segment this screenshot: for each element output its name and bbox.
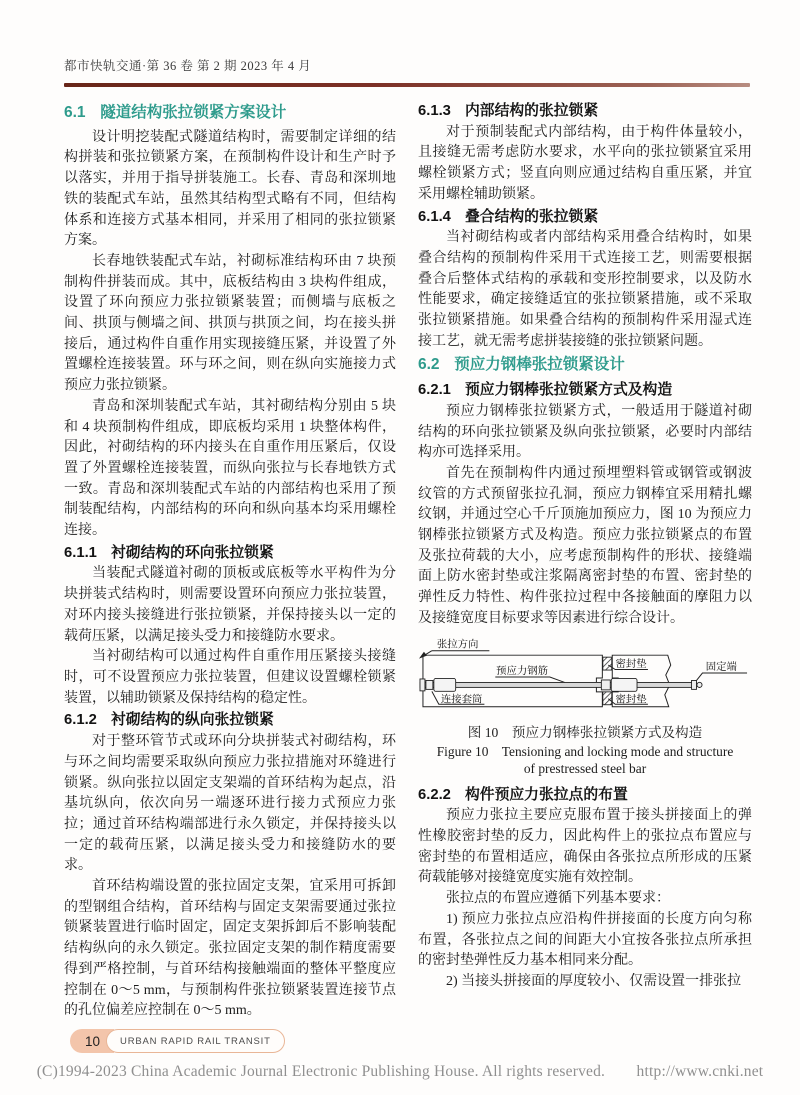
section-number: 6.1.2 <box>64 712 97 729</box>
fixed-end-plate <box>692 680 697 689</box>
paragraph: 预应力钢棒张拉锁紧方式，一般适用于隧道衬砌结构的环向张拉锁紧及纵向张拉锁紧，必要时内部结构亦可选择采用。 <box>418 403 752 461</box>
paragraph: 预应力张拉主要应克服布置于接头拼接面上的弹性橡胶密封垫的反力，因此构件上的张拉点布置应与密封垫的布置相适应，确保由各张拉点所形成的压紧荷载能够对接缝宽度实施有效控制。 <box>418 808 752 886</box>
figure-10 <box>418 638 752 778</box>
figure-label-prestressed-bar: 预应力钢筋 <box>496 665 549 677</box>
section-heading-6-1-2 <box>64 710 396 731</box>
paragraph: 当衬砌结构可以通过构件自重作用压紧接头接缝时，可不设置预应力张拉装置，但建议设置螺栓锁紧装置，以辅助锁紧及保持结构的稳定性。 <box>64 649 396 706</box>
journal-name-en: URBAN RAPID RAIL TRANSIT <box>106 1029 285 1053</box>
section-number: 6.1.3 <box>418 103 451 119</box>
section-heading-6-1-3 <box>418 101 752 122</box>
fixed-end-leader <box>696 673 747 680</box>
figure-label-tension-direction: 张拉方向 <box>436 639 479 651</box>
joint-nut <box>601 680 610 690</box>
paragraph: 长春地铁装配式车站，衬砌标准结构环由 7 块预制构件拼装而成。其中，底板结构由 3 块构件组成，设置了环向预应力张拉锁紧装置；而侧墙与底板之间、拱顶与侧墙之间、拱顶与拱顶之间，均在接头拼接后，通过构件自重作用实现接缝压紧，并设置了外置螺栓连接装置。环与环之间，则在纵向实施接力式预应力张拉锁紧。 <box>64 253 396 394</box>
figure-caption-zh: 图 10 预应力钢棒张拉锁紧方式及构造 <box>467 724 703 740</box>
paragraph: 对于整环管节式或环向分块拼装式衬砌结构，环与环之间均需要采取纵向预应力张拉措施对环缝进行锁紧。纵向张拉以固定支架端的首环结构为起点，沿基坑纵向，依次向另一端逐环进行接力式预应力张拉；通过首环结构端部进行永久锁定，并保持接头以一定的载荷压紧，以满足接头受力和接缝防水的要求。 <box>64 734 396 874</box>
section-heading-6-1 <box>64 103 396 124</box>
paragraph: 当衬砌结构或者内部结构采用叠合结构时，如果叠合结构的预制构件采用干式连接工艺，则需要根据叠合后整体式结构的承载和变形控制要求，以及防水性能要求，确定接缝适宜的张拉锁紧措施，或不采取张拉锁紧措施。如果叠合结构的预制构件采用湿式连接工艺，就无需考虑拼装接缝的张拉锁紧问题。 <box>418 230 752 349</box>
section-number: 6.1.4 <box>418 208 451 225</box>
section-heading-6-2-2 <box>418 785 752 806</box>
left-anchor-nut <box>426 680 433 689</box>
joint-sleeve <box>611 678 637 691</box>
right-column <box>418 100 752 1040</box>
two-column-body <box>64 100 752 1040</box>
paragraph: 当装配式隧道衬砌的顶板或底板等水平构件为分块拼装式结构时，则需要设置环向预应力张拉装置，对环内接头接缝进行张拉锁紧，并保持接头以一定的载荷压紧，以满足接头受力和接缝防水要求。 <box>64 566 396 644</box>
paragraph: 对于预制装配式内部结构，由于构件体量较小，且接缝无需考虑防水要求，水平向的张拉锁紧宜采用螺栓锁紧方式；竖直向则应通过结构自重压紧，并宜采用螺栓辅助锁紧。 <box>418 124 752 202</box>
section-title: 构件预应力张拉点的布置 <box>464 786 628 803</box>
figure-label-connecting-sleeve: 连接套筒 <box>440 693 483 705</box>
paragraph: 首环结构端设置的张拉固定支架，宜采用可拆卸的型钢组合结构，首环结构与固定支架需要通过张拉锁紧装置进行临时固定，固定支架拆卸后不影响装配结构纵向的永久锁定。张拉固定支架的制作精度需要得到严格控制，与首环结构接触端面的整体平整度应控制在 0～5 mm，与预制构件张拉锁紧装置连接节点的孔位偏差应控制在 0～5 mm。 <box>64 879 396 1019</box>
header-rule <box>64 83 750 87</box>
section-title: 衬砌结构的纵向张拉锁紧 <box>110 712 274 729</box>
figure-label-fixed-end: 固定端 <box>705 661 737 673</box>
page-number: 10 <box>70 1029 114 1053</box>
section-number: 6.1 <box>64 104 86 121</box>
section-title: 预应力钢棒张拉锁紧设计 <box>454 356 625 374</box>
left-column <box>64 100 396 1040</box>
left-anchor-plate <box>420 679 425 691</box>
journal-issue-info: 都市快轨交通·第 36 卷 第 2 期 2023 年 4 月 <box>64 59 312 73</box>
section-title: 衬砌结构的环向张拉锁紧 <box>110 544 274 561</box>
section-number: 6.1.1 <box>64 544 97 561</box>
paragraph: 2) 当接头拼接面的厚度较小、仅需设置一排张拉 <box>446 973 742 989</box>
page-footer <box>0 1029 800 1081</box>
section-number: 6.2.1 <box>418 382 451 399</box>
section-heading-6-1-4 <box>418 207 752 228</box>
section-heading-6-2 <box>418 355 752 376</box>
paragraph: 青岛和深圳装配式车站，其衬砌结构分别由 5 块和 4 块预制构件组成，即底板均采用 1 块整体构件，因此，衬砌结构的环内接头在自重作用压紧后，仅设置了外置螺栓连接装置，而纵向张拉与长春地铁方式一致。青岛和深圳装配式车站的内部结构也采用了预制装配结构，内部结构的环向和纵向基本均采用螺栓连接。 <box>64 398 396 539</box>
paragraph: 设计明挖装配式隧道结构时，需要制定详细的结构拼装和张拉锁紧方案，在预制构件设计和生产时予以落实，并用于指导拼装施工。长春、青岛和深圳地铁的装配式车站，虽然其结构型式略有不同，但结构体系和连接方式基本相同，并采用了相同的张拉锁紧方案。 <box>64 129 396 249</box>
section-title: 内部结构的张拉锁紧 <box>464 103 599 119</box>
section-title: 预应力钢棒张拉锁紧方式及构造 <box>464 382 673 399</box>
section-title: 隧道结构张拉锁紧方案设计 <box>100 104 287 121</box>
prestressed-bar-leader <box>495 677 564 682</box>
connecting-sleeve <box>434 678 456 691</box>
figure-10-diagram <box>418 638 752 714</box>
section-number: 6.2.2 <box>418 786 451 803</box>
section-title: 叠合结构的张拉锁紧 <box>464 208 599 225</box>
section-heading-6-2-1 <box>418 380 752 401</box>
steel-bar <box>420 682 697 687</box>
paragraph: 张拉点的布置应遵循下列基本要求： <box>446 891 670 907</box>
figure-caption-en-line1: Figure 10 Tensioning and locking mode and structure <box>436 743 734 759</box>
figure-label-gasket-bottom: 密封垫 <box>615 693 647 705</box>
section-heading-6-1-1 <box>64 543 396 564</box>
page-header <box>0 0 800 87</box>
sealing-gasket-top <box>603 657 612 670</box>
section-number: 6.2 <box>418 356 440 374</box>
fixed-end-nut <box>697 682 702 687</box>
figure-10-caption <box>418 721 752 778</box>
figure-caption-en-line2: of prestressed steel bar <box>523 761 647 777</box>
paragraph: 首先在预制构件内通过预埋塑料管或钢管或钢波纹管的方式预留张拉孔洞，预应力钢棒宜采用精扎螺纹钢，并通过空心千斤顶施加预应力，图 10 为预应力钢棒张拉锁紧方式及构造。预应力张拉锁紧点的布置及张拉荷载的大小，应考虑预制构件的形状、接缝端面上防水密封垫或注浆隔离密封垫的布置、密封垫的弹性反力特性、构件张拉过程中各接触面的摩阻力以及接缝宽度目标要求等因素进行综合设计。 <box>418 465 752 626</box>
paragraph: 1) 预应力张拉点应沿构件拼接面的长度方向匀称布置，各张拉点之间的间距大小宜按各张拉点所承担的密封垫弹性反力基本相同来分配。 <box>418 911 752 969</box>
figure-label-gasket-top: 密封垫 <box>615 658 647 670</box>
page-number-badge <box>70 1029 285 1053</box>
sealing-gasket-bottom <box>603 691 612 704</box>
copyright-notice: (C)1994-2023 China Academic Journal Electronic Publishing House. All rights reserved. http://www.cnki.net <box>36 1063 764 1080</box>
